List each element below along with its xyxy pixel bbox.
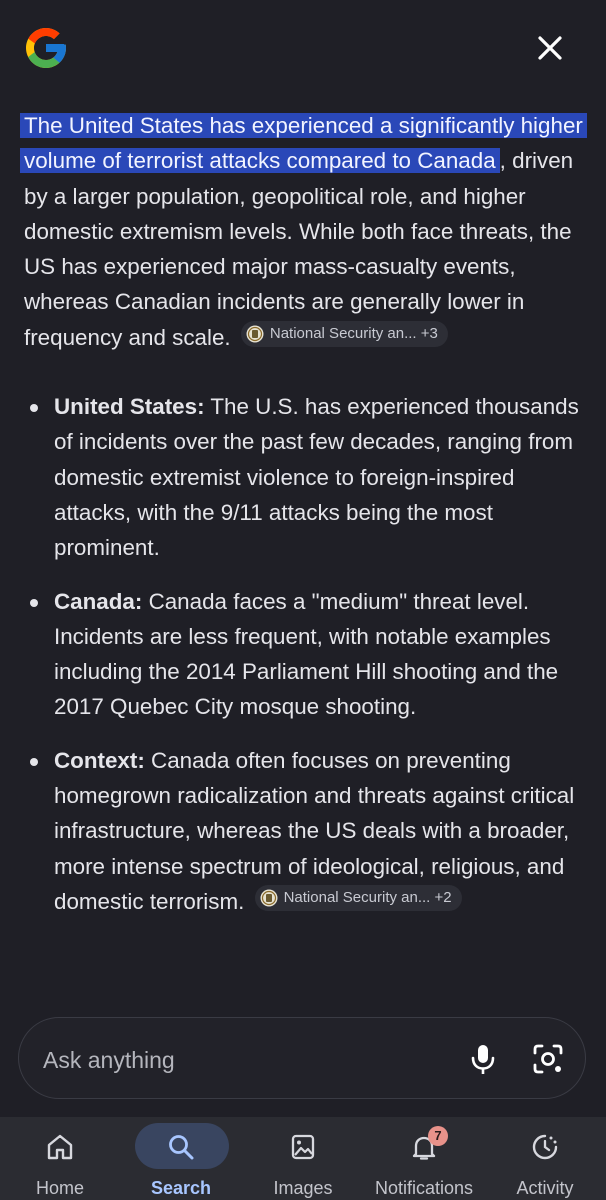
bottom-nav	[0, 1117, 606, 1200]
mic-icon[interactable]	[465, 1041, 501, 1077]
ask-bar[interactable]	[18, 1017, 586, 1099]
home-icon	[44, 1131, 76, 1163]
ask-input[interactable]	[41, 1040, 445, 1080]
bullet-term: Canada:	[54, 588, 143, 614]
notification-badge: 7	[428, 1126, 448, 1146]
nav-label: Search	[150, 1178, 212, 1198]
images-icon	[287, 1131, 319, 1163]
highlighted-answer: The United States has experienced a significantly higher volume of terrorist attacks compared to Canada	[20, 113, 587, 173]
nav-activity[interactable]	[485, 1117, 605, 1200]
close-icon[interactable]	[532, 30, 568, 66]
bullet-text: Canada faces a "medium" threat level. Incidents are less frequent, with notable examples including the 2014 Parliament Hill shooting and the 2017 Quebec City mosque shooting.	[54, 588, 559, 720]
nav-label: Notifications	[374, 1178, 474, 1198]
bullet-united-states	[24, 389, 584, 565]
search-icon	[165, 1131, 197, 1163]
nav-images[interactable]	[243, 1117, 363, 1200]
nav-notifications[interactable]	[364, 1117, 484, 1200]
bullet-canada	[24, 584, 584, 725]
bullet-context	[24, 743, 584, 919]
bullet-text: Canada often focuses on preventing homegrown radicalization and threats against critical infrastructure, whereas the US deals with a broader, more intense spectrum of ideological, religious, and domestic terrorism.	[54, 747, 575, 914]
source-chip[interactable]	[255, 885, 462, 911]
bullet-text: The U.S. has experienced thousands of incidents over the past few decades, ranging from domestic extremist violence to foreign-inspired attacks, with the 9/11 attacks being the most prominent.	[54, 394, 579, 561]
nav-label: Home	[35, 1178, 84, 1198]
source-chip-label: National Security an... +2	[283, 888, 452, 906]
source-chip[interactable]	[241, 321, 448, 347]
seal-icon	[246, 325, 264, 343]
activity-icon	[529, 1131, 561, 1163]
nav-search[interactable]	[121, 1117, 241, 1200]
camera-lens-icon[interactable]	[529, 1040, 567, 1078]
answer-bullets	[24, 389, 584, 919]
ai-answer	[24, 108, 584, 937]
answer-paragraph	[24, 108, 584, 355]
nav-label: Activity	[516, 1178, 574, 1198]
bullet-term: Context:	[54, 747, 145, 773]
nav-label: Images	[273, 1178, 333, 1198]
answer-text: , driven by a larger population, geopolitical role, and higher domestic extremism levels. While both face threats, the US has experienced major mass-casualty events, whereas Canadian incidents are generally lower in frequency and scale.	[24, 148, 574, 350]
google-g-logo[interactable]	[22, 24, 70, 72]
nav-home[interactable]	[0, 1117, 120, 1200]
source-chip-label: National Security an... +3	[269, 324, 438, 342]
bullet-term: United States:	[54, 394, 205, 420]
seal-icon	[260, 889, 278, 907]
